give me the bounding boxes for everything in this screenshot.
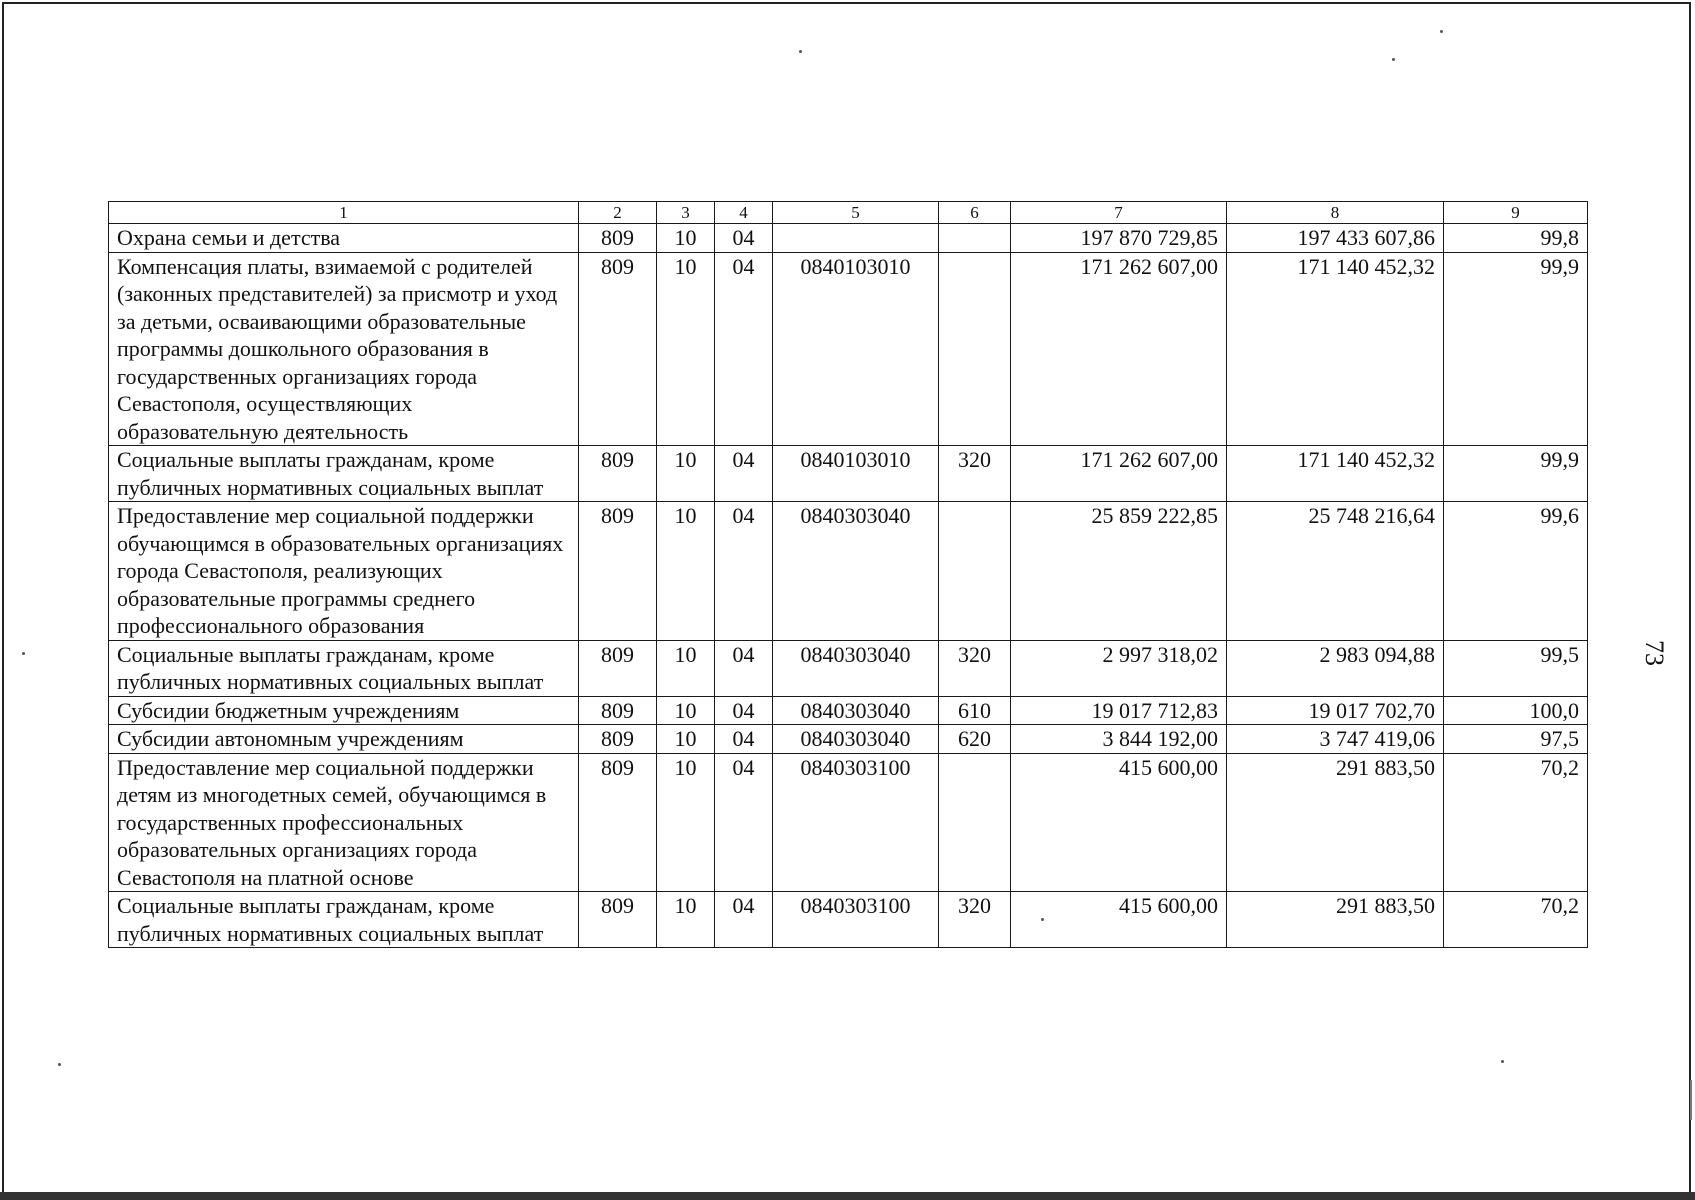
execution-percent: 99,5	[1444, 640, 1588, 696]
target-article-code: 0840103010	[773, 252, 939, 446]
table-row	[109, 252, 1588, 446]
row-name: Компенсация платы, взимаемой с родителей (законных представителей) за присмотр и уход за детьми, осваивающими образовательные программы дошкольного образования в государственных организациях города Севастополя, осуществляющих образовательную деятельность	[109, 252, 579, 446]
planned-amount: 171 262 607,00	[1011, 252, 1227, 446]
column-number-row	[109, 202, 1588, 224]
subsection-code: 04	[715, 892, 773, 948]
planned-amount: 197 870 729,85	[1011, 224, 1227, 253]
section-code: 10	[657, 502, 715, 641]
subsection-code: 04	[715, 446, 773, 502]
planned-amount: 2 997 318,02	[1011, 640, 1227, 696]
table-row	[109, 640, 1588, 696]
section-code: 10	[657, 252, 715, 446]
scan-speck	[1392, 58, 1395, 61]
row-name: Социальные выплаты гражданам, кроме публичных нормативных социальных выплат	[109, 892, 579, 948]
target-article-code: 0840303100	[773, 892, 939, 948]
execution-percent: 70,2	[1444, 892, 1588, 948]
scan-bottom-edge	[0, 1192, 1695, 1200]
column-number: 9	[1444, 202, 1588, 224]
scan-speck	[799, 50, 802, 53]
expense-type-code: 320	[939, 892, 1011, 948]
subsection-code: 04	[715, 640, 773, 696]
column-number: 6	[939, 202, 1011, 224]
ministry-code: 809	[579, 252, 657, 446]
planned-amount: 25 859 222,85	[1011, 502, 1227, 641]
table-row	[109, 696, 1588, 725]
row-name: Социальные выплаты гражданам, кроме публичных нормативных социальных выплат	[109, 640, 579, 696]
ministry-code: 809	[579, 725, 657, 754]
scan-speck	[1440, 30, 1443, 33]
column-number: 8	[1227, 202, 1444, 224]
actual-amount: 3 747 419,06	[1227, 725, 1444, 754]
execution-percent: 99,9	[1444, 252, 1588, 446]
ministry-code: 809	[579, 446, 657, 502]
subsection-code: 04	[715, 224, 773, 253]
column-number: 1	[109, 202, 579, 224]
expense-type-code: 610	[939, 696, 1011, 725]
scan-speck	[22, 652, 25, 655]
planned-amount: 171 262 607,00	[1011, 446, 1227, 502]
ministry-code: 809	[579, 224, 657, 253]
execution-percent: 97,5	[1444, 725, 1588, 754]
planned-amount: 3 844 192,00	[1011, 725, 1227, 754]
subsection-code: 04	[715, 696, 773, 725]
scan-edge-mark	[1690, 1080, 1692, 1120]
target-article-code: 0840303040	[773, 696, 939, 725]
actual-amount: 291 883,50	[1227, 892, 1444, 948]
column-number: 7	[1011, 202, 1227, 224]
ministry-code: 809	[579, 892, 657, 948]
actual-amount: 291 883,50	[1227, 753, 1444, 892]
column-number: 4	[715, 202, 773, 224]
subsection-code: 04	[715, 502, 773, 641]
execution-percent: 99,8	[1444, 224, 1588, 253]
column-number: 5	[773, 202, 939, 224]
row-name: Субсидии бюджетным учреждениям	[109, 696, 579, 725]
expense-type-code	[939, 252, 1011, 446]
section-code: 10	[657, 753, 715, 892]
execution-percent: 70,2	[1444, 753, 1588, 892]
subsection-code: 04	[715, 725, 773, 754]
table-row	[109, 446, 1588, 502]
target-article-code	[773, 224, 939, 253]
row-name: Предоставление мер социальной поддержки обучающимся в образовательных организациях города Севастополя, реализующих образовательные программы среднего профессионального образования	[109, 502, 579, 641]
subsection-code: 04	[715, 252, 773, 446]
column-number: 2	[579, 202, 657, 224]
actual-amount: 19 017 702,70	[1227, 696, 1444, 725]
table-row	[109, 224, 1588, 253]
ministry-code: 809	[579, 502, 657, 641]
planned-amount: 19 017 712,83	[1011, 696, 1227, 725]
execution-percent: 99,6	[1444, 502, 1588, 641]
section-code: 10	[657, 892, 715, 948]
section-code: 10	[657, 224, 715, 253]
target-article-code: 0840103010	[773, 446, 939, 502]
target-article-code: 0840303040	[773, 725, 939, 754]
scan-speck	[58, 1063, 61, 1066]
target-article-code: 0840303040	[773, 502, 939, 641]
execution-percent: 100,0	[1444, 696, 1588, 725]
ministry-code: 809	[579, 640, 657, 696]
table-row	[109, 753, 1588, 892]
execution-percent: 99,9	[1444, 446, 1588, 502]
expense-type-code	[939, 224, 1011, 253]
subsection-code: 04	[715, 753, 773, 892]
budget-table	[108, 201, 1588, 948]
row-name: Субсидии автономным учреждениям	[109, 725, 579, 754]
planned-amount: 415 600,00	[1011, 892, 1227, 948]
actual-amount: 171 140 452,32	[1227, 446, 1444, 502]
column-number: 3	[657, 202, 715, 224]
expense-type-code: 320	[939, 640, 1011, 696]
target-article-code: 0840303040	[773, 640, 939, 696]
scan-speck	[1501, 1060, 1504, 1063]
expense-type-code: 620	[939, 725, 1011, 754]
ministry-code: 809	[579, 753, 657, 892]
section-code: 10	[657, 446, 715, 502]
expense-type-code	[939, 753, 1011, 892]
section-code: 10	[657, 696, 715, 725]
row-name: Охрана семьи и детства	[109, 224, 579, 253]
table-row	[109, 725, 1588, 754]
target-article-code: 0840303100	[773, 753, 939, 892]
page-number: 73	[1640, 640, 1669, 666]
section-code: 10	[657, 725, 715, 754]
row-name: Социальные выплаты гражданам, кроме публичных нормативных социальных выплат	[109, 446, 579, 502]
planned-amount: 415 600,00	[1011, 753, 1227, 892]
table-row	[109, 502, 1588, 641]
row-name: Предоставление мер социальной поддержки детям из многодетных семей, обучающимся в государственных профессиональных образовательных организациях города Севастополя на платной основе	[109, 753, 579, 892]
actual-amount: 197 433 607,86	[1227, 224, 1444, 253]
actual-amount: 2 983 094,88	[1227, 640, 1444, 696]
ministry-code: 809	[579, 696, 657, 725]
actual-amount: 171 140 452,32	[1227, 252, 1444, 446]
table-row	[109, 892, 1588, 948]
section-code: 10	[657, 640, 715, 696]
actual-amount: 25 748 216,64	[1227, 502, 1444, 641]
expense-type-code	[939, 502, 1011, 641]
expense-type-code: 320	[939, 446, 1011, 502]
